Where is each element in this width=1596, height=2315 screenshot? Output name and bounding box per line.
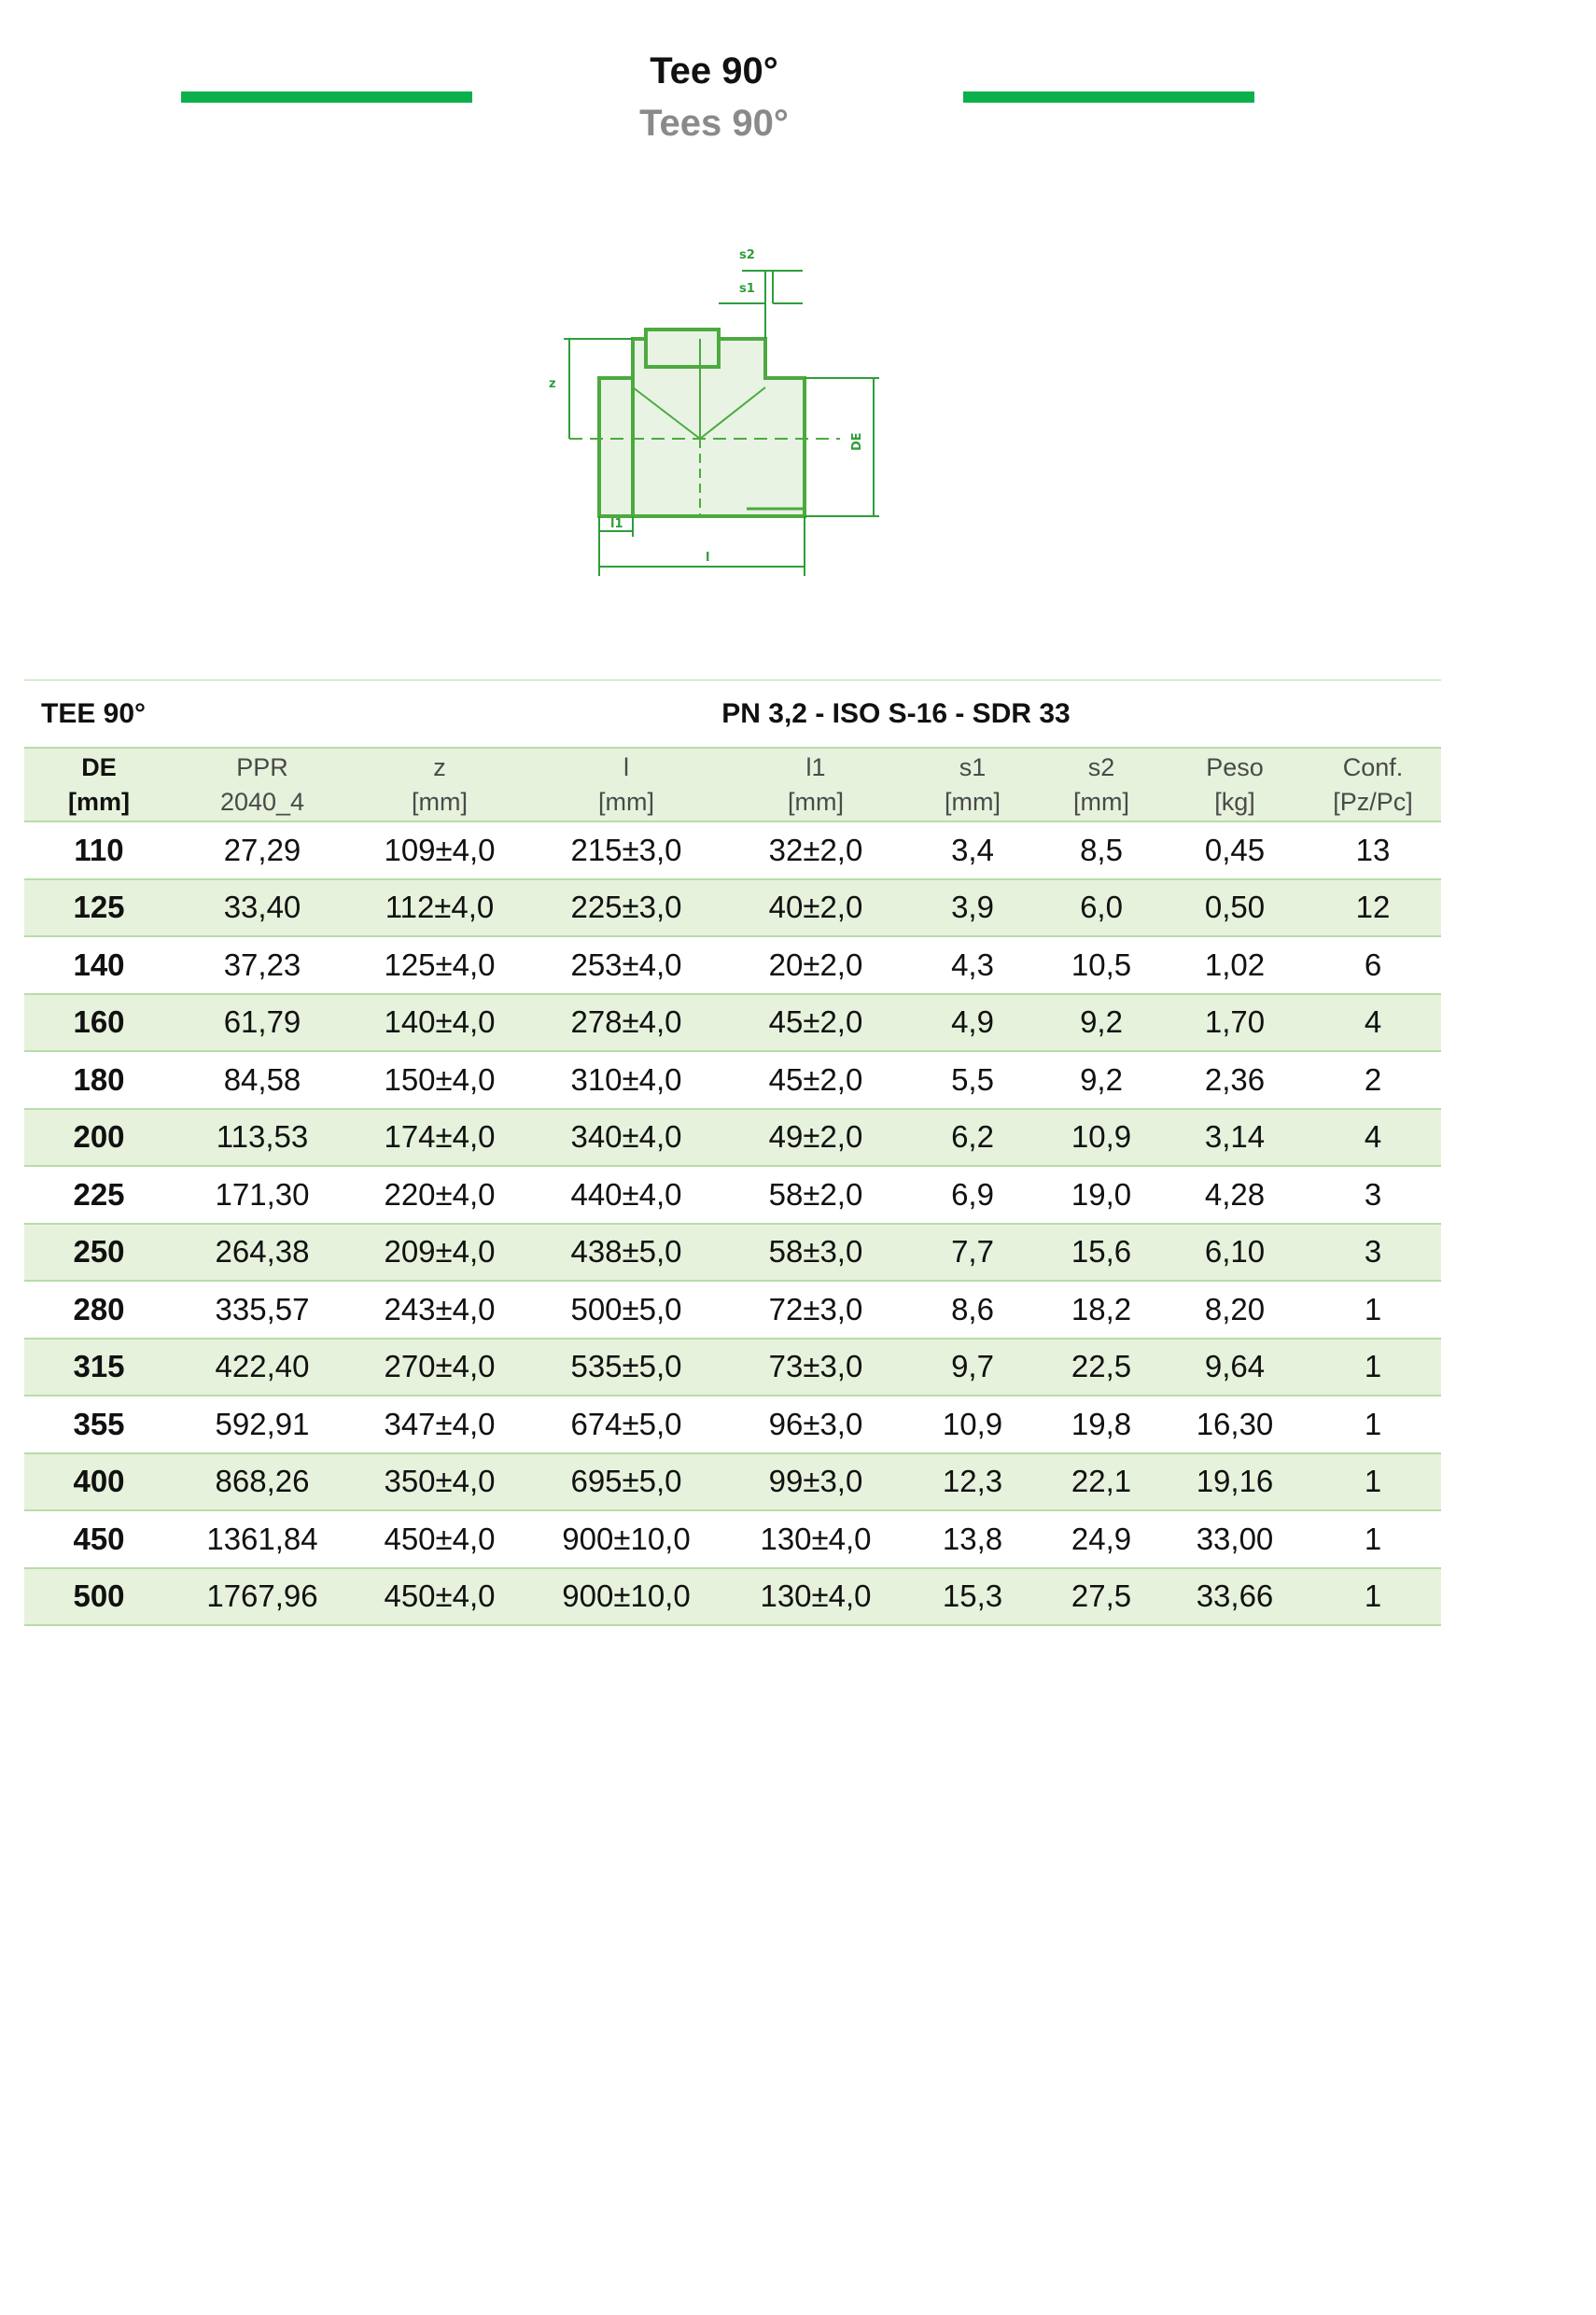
- column-header-label: z: [433, 752, 446, 781]
- table-cell: 535±5,0: [528, 1339, 724, 1396]
- table-cell: 125: [24, 879, 174, 937]
- table-cell: 3: [1305, 1224, 1441, 1282]
- column-header: [1305, 748, 1441, 821]
- table-cell: 8,20: [1165, 1281, 1305, 1339]
- decorative-bar-left: [181, 91, 472, 103]
- table-row: [24, 1453, 1441, 1511]
- table-cell: 3: [1305, 1166, 1441, 1224]
- table-cell: 45±2,0: [724, 1051, 907, 1109]
- column-header: [351, 748, 528, 821]
- table-cell: 4,9: [907, 994, 1038, 1052]
- table-cell: 8,6: [907, 1281, 1038, 1339]
- table-cell: 5,5: [907, 1051, 1038, 1109]
- table-cell: 500±5,0: [528, 1281, 724, 1339]
- column-header-unit: [mm]: [945, 787, 1001, 816]
- table-row: [24, 1224, 1441, 1282]
- diagram-label-z: z: [549, 377, 556, 391]
- column-header-unit: [mm]: [788, 787, 844, 816]
- table-cell: 1,70: [1165, 994, 1305, 1052]
- table-cell: 3,9: [907, 879, 1038, 937]
- table-cell: 15,6: [1038, 1224, 1165, 1282]
- column-header-unit: [mm]: [68, 787, 130, 816]
- table-cell: 72±3,0: [724, 1281, 907, 1339]
- table-cell: 7,7: [907, 1224, 1038, 1282]
- table-cell: 174±4,0: [351, 1109, 528, 1167]
- table-cell: 61,79: [174, 994, 351, 1052]
- table-cell: 4,3: [907, 936, 1038, 994]
- table-cell: 140±4,0: [351, 994, 528, 1052]
- table-title-row: [24, 680, 1441, 749]
- table-cell: 335,57: [174, 1281, 351, 1339]
- table-cell: 209±4,0: [351, 1224, 528, 1282]
- table-cell: 1,02: [1165, 936, 1305, 994]
- table-cell: 22,5: [1038, 1339, 1165, 1396]
- table-cell: 0,50: [1165, 879, 1305, 937]
- table-cell: 19,0: [1038, 1166, 1165, 1224]
- table-cell: 9,64: [1165, 1339, 1305, 1396]
- table-cell: 220±4,0: [351, 1166, 528, 1224]
- table-cell: 6,10: [1165, 1224, 1305, 1282]
- table-cell: 215±3,0: [528, 821, 724, 879]
- table-cell: 347±4,0: [351, 1396, 528, 1453]
- table-cell: 150±4,0: [351, 1051, 528, 1109]
- column-header: [174, 748, 351, 821]
- column-header-label: l1: [805, 752, 826, 781]
- table-cell: 900±10,0: [528, 1510, 724, 1568]
- table-body: [24, 821, 1441, 1625]
- column-header-label: l: [623, 752, 629, 781]
- table-cell: 9,7: [907, 1339, 1038, 1396]
- table-cell: 900±10,0: [528, 1568, 724, 1626]
- table-cell: 27,5: [1038, 1568, 1165, 1626]
- table-cell: 350±4,0: [351, 1453, 528, 1511]
- table-row: [24, 1051, 1441, 1109]
- table-cell: 3,14: [1165, 1109, 1305, 1167]
- table-cell: 12,3: [907, 1453, 1038, 1511]
- table-cell: 113,53: [174, 1109, 351, 1167]
- table-cell: 270±4,0: [351, 1339, 528, 1396]
- table-cell: 160: [24, 994, 174, 1052]
- table-cell: 8,5: [1038, 821, 1165, 879]
- table-cell: 6,9: [907, 1166, 1038, 1224]
- table-cell: 40±2,0: [724, 879, 907, 937]
- table-cell: 15,3: [907, 1568, 1038, 1626]
- column-header: [907, 748, 1038, 821]
- table-cell: 400: [24, 1453, 174, 1511]
- table-cell: 315: [24, 1339, 174, 1396]
- table-cell: 1: [1305, 1510, 1441, 1568]
- table-cell: 18,2: [1038, 1281, 1165, 1339]
- table-cell: 112±4,0: [351, 879, 528, 937]
- diagram-label-l1: l1: [610, 517, 623, 531]
- table-cell: 450±4,0: [351, 1510, 528, 1568]
- column-header-label: s2: [1087, 752, 1115, 781]
- table-cell: 4: [1305, 994, 1441, 1052]
- table-cell: 22,1: [1038, 1453, 1165, 1511]
- table-cell: 130±4,0: [724, 1568, 907, 1626]
- table-row: [24, 1339, 1441, 1396]
- diagram-label-de: DE: [850, 432, 864, 451]
- table-cell: 264,38: [174, 1224, 351, 1282]
- table-cell: 355: [24, 1396, 174, 1453]
- table-cell: 1: [1305, 1453, 1441, 1511]
- table-cell: 16,30: [1165, 1396, 1305, 1453]
- table-cell: 10,5: [1038, 936, 1165, 994]
- table-cell: 58±3,0: [724, 1224, 907, 1282]
- table-cell: 12: [1305, 879, 1441, 937]
- column-header: [24, 748, 174, 821]
- table-cell: 674±5,0: [528, 1396, 724, 1453]
- table-cell: 200: [24, 1109, 174, 1167]
- table-spec: PN 3,2 - ISO S-16 - SDR 33: [351, 680, 1441, 749]
- table-cell: 99±3,0: [724, 1453, 907, 1511]
- table-cell: 1767,96: [174, 1568, 351, 1626]
- table-cell: 37,23: [174, 936, 351, 994]
- table-cell: 500: [24, 1568, 174, 1626]
- table-cell: 6,0: [1038, 879, 1165, 937]
- diagram-label-l: l: [706, 551, 710, 565]
- table-cell: 438±5,0: [528, 1224, 724, 1282]
- column-header-label: PPR: [236, 752, 288, 781]
- table-cell: 1: [1305, 1396, 1441, 1453]
- table-cell: 10,9: [907, 1396, 1038, 1453]
- table-cell: 2: [1305, 1051, 1441, 1109]
- column-header-label: Conf.: [1342, 752, 1404, 781]
- table-cell: 1: [1305, 1339, 1441, 1396]
- table-cell: 4: [1305, 1109, 1441, 1167]
- table-cell: 225±3,0: [528, 879, 724, 937]
- specification-table: [24, 680, 1441, 1626]
- table-cell: 253±4,0: [528, 936, 724, 994]
- table-cell: 243±4,0: [351, 1281, 528, 1339]
- table-row: [24, 1281, 1441, 1339]
- table-cell: 180: [24, 1051, 174, 1109]
- table-cell: 592,91: [174, 1396, 351, 1453]
- table-row: [24, 821, 1441, 879]
- table-cell: 695±5,0: [528, 1453, 724, 1511]
- column-header-unit: [mm]: [1073, 787, 1129, 816]
- table-cell: 109±4,0: [351, 821, 528, 879]
- table-cell: 2,36: [1165, 1051, 1305, 1109]
- table-cell: 49±2,0: [724, 1109, 907, 1167]
- column-header: [1165, 748, 1305, 821]
- table-cell: 84,58: [174, 1051, 351, 1109]
- column-header-unit: [mm]: [598, 787, 654, 816]
- table-cell: 33,40: [174, 879, 351, 937]
- table-cell: 4,28: [1165, 1166, 1305, 1224]
- column-header-row: [24, 748, 1441, 821]
- table-cell: 6,2: [907, 1109, 1038, 1167]
- table-cell: 1361,84: [174, 1510, 351, 1568]
- column-header-unit: 2040_4: [219, 787, 305, 816]
- table-cell: 868,26: [174, 1453, 351, 1511]
- page-title: Tee 90°: [650, 50, 778, 91]
- decorative-bar-right: [963, 91, 1254, 103]
- diagram-label-s1: s1: [739, 282, 755, 296]
- table-cell: 73±3,0: [724, 1339, 907, 1396]
- table-cell: 250: [24, 1224, 174, 1282]
- table-cell: 1: [1305, 1281, 1441, 1339]
- table-cell: 13,8: [907, 1510, 1038, 1568]
- table-cell: 19,8: [1038, 1396, 1165, 1453]
- table-cell: 440±4,0: [528, 1166, 724, 1224]
- table-cell: 20±2,0: [724, 936, 907, 994]
- table-name: TEE 90°: [24, 680, 351, 749]
- column-header-unit: [Pz/Pc]: [1333, 787, 1413, 816]
- table-cell: 140: [24, 936, 174, 994]
- table-cell: 96±3,0: [724, 1396, 907, 1453]
- column-header-unit: [mm]: [412, 787, 468, 816]
- table-cell: 6: [1305, 936, 1441, 994]
- column-header-label: Peso: [1206, 752, 1264, 781]
- table-row: [24, 879, 1441, 937]
- table-cell: 278±4,0: [528, 994, 724, 1052]
- table-cell: 9,2: [1038, 994, 1165, 1052]
- table-row: [24, 936, 1441, 994]
- table-cell: 9,2: [1038, 1051, 1165, 1109]
- table-row: [24, 994, 1441, 1052]
- table-cell: 1: [1305, 1568, 1441, 1626]
- table-cell: 171,30: [174, 1166, 351, 1224]
- table-cell: 110: [24, 821, 174, 879]
- table-cell: 58±2,0: [724, 1166, 907, 1224]
- table-cell: 225: [24, 1166, 174, 1224]
- diagram-label-s2: s2: [739, 248, 755, 262]
- table-cell: 125±4,0: [351, 936, 528, 994]
- table-cell: 27,29: [174, 821, 351, 879]
- table-row: [24, 1396, 1441, 1453]
- table-row: [24, 1510, 1441, 1568]
- table-row: [24, 1166, 1441, 1224]
- table-cell: 24,9: [1038, 1510, 1165, 1568]
- table-cell: 0,45: [1165, 821, 1305, 879]
- table-cell: 45±2,0: [724, 994, 907, 1052]
- page-subtitle: Tees 90°: [639, 103, 789, 144]
- table-cell: 310±4,0: [528, 1051, 724, 1109]
- tee-technical-drawing: [532, 238, 905, 593]
- table-row: [24, 1109, 1441, 1167]
- column-header: [724, 748, 907, 821]
- table-cell: 19,16: [1165, 1453, 1305, 1511]
- column-header: [528, 748, 724, 821]
- table-row: [24, 1568, 1441, 1626]
- table-cell: 450: [24, 1510, 174, 1568]
- table-cell: 10,9: [1038, 1109, 1165, 1167]
- table-cell: 32±2,0: [724, 821, 907, 879]
- table-cell: 3,4: [907, 821, 1038, 879]
- table-cell: 33,00: [1165, 1510, 1305, 1568]
- column-header: [1038, 748, 1165, 821]
- table-cell: 33,66: [1165, 1568, 1305, 1626]
- column-header-unit: [kg]: [1214, 787, 1255, 816]
- table-cell: 340±4,0: [528, 1109, 724, 1167]
- column-header-label: s1: [959, 752, 987, 781]
- table-cell: 450±4,0: [351, 1568, 528, 1626]
- table-cell: 422,40: [174, 1339, 351, 1396]
- table-cell: 13: [1305, 821, 1441, 879]
- table-cell: 130±4,0: [724, 1510, 907, 1568]
- table-cell: 280: [24, 1281, 174, 1339]
- column-header-label: DE: [81, 752, 117, 781]
